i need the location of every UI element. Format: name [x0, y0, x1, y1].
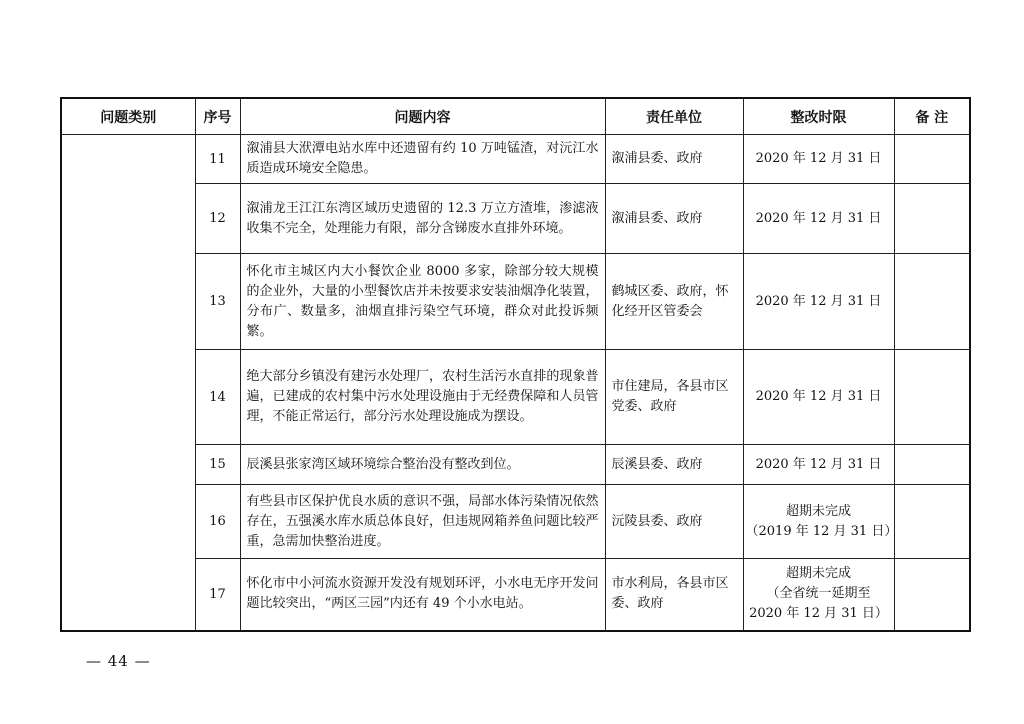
deadline-line: 超期未完成	[785, 566, 851, 582]
row-deadline	[743, 135, 894, 184]
row-unit: 市水利局，各县市区委、政府	[605, 559, 743, 631]
row-remark	[894, 350, 970, 445]
deadline-line: 超期未完成	[785, 503, 851, 519]
row-content: 绝大部分乡镇没有建污水处理厂，农村生活污水直排的现象普遍，已建成的农村集中污水处理设施由于无经费保障和人员管理，不能正常运行，部分污水处理设施成为摆设。	[240, 350, 605, 445]
deadline-line: （全省统一延期至	[766, 586, 871, 602]
deadline-line: （2019 年 12 月 31 日）	[745, 523, 898, 539]
table-row	[61, 445, 970, 485]
row-unit: 鹤城区委、政府，怀化经开区管委会	[605, 254, 743, 350]
row-deadline	[743, 445, 894, 485]
row-remark	[894, 445, 970, 485]
row-unit: 溆浦县委、政府	[605, 184, 743, 254]
row-remark	[894, 184, 970, 254]
row-number: 12	[195, 184, 240, 254]
header-deadline: 整改时限	[743, 98, 894, 135]
deadline-line: 2020 年 12 月 31 日	[755, 456, 882, 472]
row-number: 14	[195, 350, 240, 445]
row-remark	[894, 559, 970, 631]
header-remark: 备 注	[894, 98, 970, 135]
row-deadline	[743, 559, 894, 631]
row-content: 溆浦龙王江江东湾区域历史遗留的 12.3 万立方渣堆，渗滤液收集不完全，处理能力有限，部分含锑废水直排外环境。	[240, 184, 605, 254]
row-remark	[894, 135, 970, 184]
row-unit: 沅陵县委、政府	[605, 485, 743, 559]
row-number: 13	[195, 254, 240, 350]
row-unit: 市住建局，各县市区党委、政府	[605, 350, 743, 445]
deadline-line: 2020 年 12 月 31 日	[755, 151, 882, 166]
row-number: 11	[195, 135, 240, 184]
table-row	[61, 350, 970, 445]
header-number: 序号	[195, 98, 240, 135]
header-responsible-unit: 责任单位	[605, 98, 743, 135]
row-unit: 溆浦县委、政府	[605, 135, 743, 184]
row-number: 15	[195, 445, 240, 485]
table-header-row	[61, 98, 970, 135]
row-number: 17	[195, 559, 240, 631]
row-remark	[894, 485, 970, 559]
row-deadline	[743, 254, 894, 350]
deadline-line: 2020 年 12 月 31 日	[755, 293, 882, 309]
header-category: 问题类别	[61, 98, 195, 135]
table-row	[61, 135, 970, 184]
row-deadline	[743, 350, 894, 445]
row-deadline	[743, 184, 894, 254]
deadline-line: 2020 年 12 月 31 日	[755, 210, 882, 226]
row-content: 怀化市主城区内大小餐饮企业 8000 多家，除部分较大规模的企业外，大量的小型餐饮店并未按要求安装油烟净化装置，分布广、数量多，油烟直排污染空气环境，群众对此投诉频繁。	[240, 254, 605, 350]
table-row	[61, 485, 970, 559]
category-cell	[61, 135, 195, 631]
table-row	[61, 254, 970, 350]
rectification-table	[60, 97, 971, 632]
deadline-line: 2020 年 12 月 31 日	[755, 389, 882, 404]
table-row	[61, 559, 970, 631]
row-content: 有些县市区保护优良水质的意识不强，局部水体污染情况依然存在，五强溪水库水质总体良好，但违规网箱养鱼问题比较严重，急需加快整治进度。	[240, 485, 605, 559]
deadline-line: 2020 年 12 月 31 日）	[749, 606, 888, 622]
row-content: 怀化市中小河流水资源开发没有规划环评，小水电无序开发问题比较突出，“两区三园”内还有 49 个小水电站。	[240, 559, 605, 631]
page-number: — 44 —	[86, 652, 151, 670]
row-remark	[894, 254, 970, 350]
header-content: 问题内容	[240, 98, 605, 135]
row-content: 溆浦县大洑潭电站水库中还遗留有约 10 万吨锰渣，对沅江水质造成环境安全隐患。	[240, 135, 605, 184]
row-unit: 辰溪县委、政府	[605, 445, 743, 485]
row-content: 辰溪县张家湾区域环境综合整治没有整改到位。	[240, 445, 605, 485]
row-number: 16	[195, 485, 240, 559]
table-row	[61, 184, 970, 254]
row-deadline	[743, 485, 898, 559]
